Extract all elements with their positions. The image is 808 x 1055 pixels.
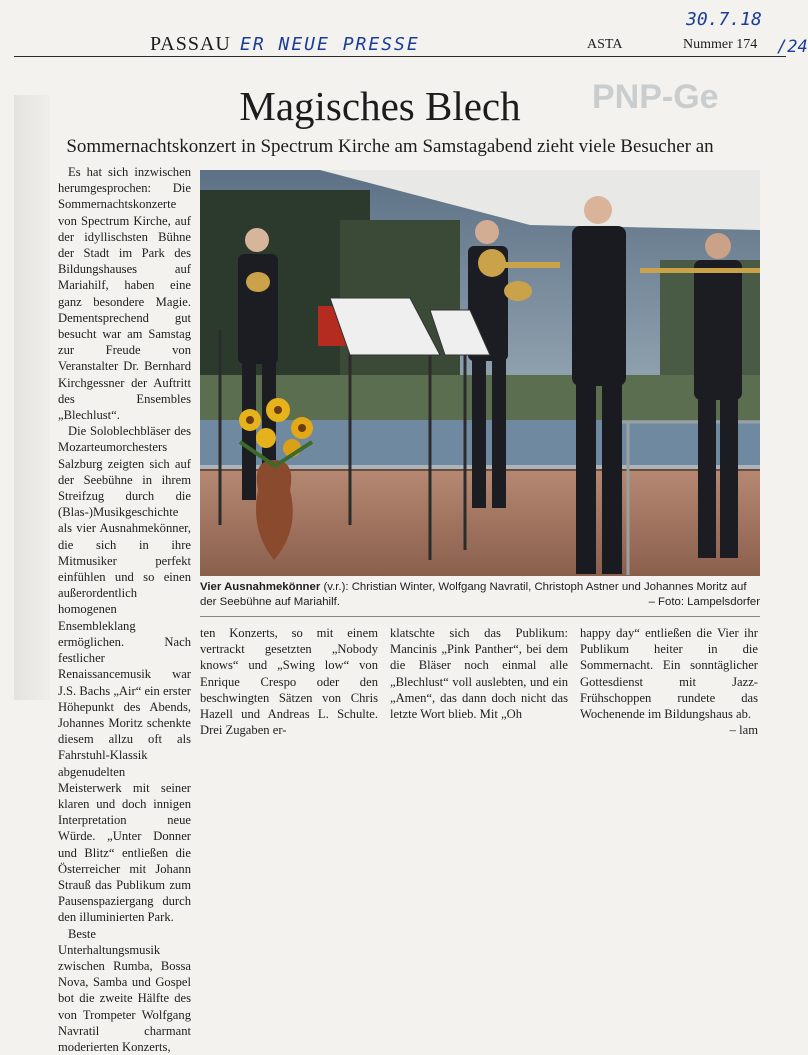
concert-photo xyxy=(200,170,760,576)
section-label: ASTA xyxy=(587,37,623,52)
newspaper-name: PASSAU xyxy=(150,33,231,55)
bleed-through-headline: PNP-Ge xyxy=(592,78,719,116)
issue-number: Nummer 174 xyxy=(683,37,758,52)
article-column-3: klatschte sich das Publikum: Mancinis „Pink Panther“, bei dem die Bläser noch einmal alle „Blechlust“ voll auslebten, und ein „Amen“, das dann doch nicht das letzte Wort blieb. Mit „Oh xyxy=(390,626,568,722)
article-headline: Magisches Blech xyxy=(239,83,521,129)
paragraph-2: Die Soloblechbläser des Mozarteumorchesters Salzburg zeigten sich auf der Seebühne in ihrem Streifzug durch die (Blas-)Musikgeschichte als vier Ausnahmekönner, die sich in ihre Mitmusiker perfekt einfühlen und so einen außerordentlich homogenen Ensembleklang ermöglichen. Nach festlicher Renaissancemusik war J.S. Bachs „Air“ ein erster Höhepunkt des Abends, Johannes Moritz schenkte diesem allzu oft als Fahrstuhl-Klassik abgenudelten Meisterwerk mit seiner klaren und doch innigen Interpretation neue Würde. „Unter Donner und Blitz“ entließen die Österreicher mit Johann Strauß das Publikum zum Pausenspaziergang durch den illuminierten Park. xyxy=(58,424,191,925)
caption-text: (v.r.): Christian Winter, Wolfgang Navratil, Christoph Astner und Johannes Moritz auf der Seebühne auf Mariahilf. xyxy=(200,581,747,608)
article-bottom-columns xyxy=(200,625,758,738)
column-4-text: happy day“ entließen die Vier ihr Publikum heiter in die Sommernacht. Ein sonntäglicher Gottesdienst mit Jazz-Frühschoppen rundete das Wochenende im Bildungshaus ab. xyxy=(580,626,758,722)
article-column-1 xyxy=(58,164,191,1055)
header-rule xyxy=(14,56,786,57)
handwritten-paper-name: ER NEUE PRESSE xyxy=(240,34,420,55)
article-column-4 xyxy=(580,625,758,738)
photo-caption xyxy=(200,580,760,610)
adjacent-page-shadow xyxy=(14,95,50,700)
paragraph-3: Beste Unterhaltungsmusik zwischen Rumba, Bossa Nova, Samba und Gospel bot die zweite Hälfte des von Trompeter Wolfgang Navratil charmant moderierten Konzerts, xyxy=(58,926,191,1054)
caption-divider xyxy=(200,616,760,617)
author-signature: – lam xyxy=(729,723,758,738)
paragraph-1: Es hat sich inzwischen herumgesprochen: Die Sommernachtskonzerte von Spectrum Kirche, auf der idyllischsten Bühne der Stadt im Park des Bildungshauses auf Mariahilf, haben eine ganz besondere Magie. Dementsprechend gut besucht war am Samstag zur Freude von Veranstalter Dr. Bernhard Kirchgessner der Auftritt des Ensembles „Blechlust“. xyxy=(58,165,191,423)
handwritten-page: /24 xyxy=(777,37,808,57)
article-column-2: ten Konzerts, so mit einem vertrackt gesetzten „Nobody knows“ und „Swing low“ von Enrique Crespo oder den beschwingten Sätzen von Chris Hazell und Andreas L. Schulte. Drei Zugaben er- xyxy=(200,626,378,738)
caption-lead: Vier Ausnahmekönner xyxy=(200,581,321,593)
handwritten-date: 30.7.18 xyxy=(686,9,762,30)
article-subheadline: Sommernachtskonzert in Spectrum Kirche am Samstagabend zieht viele Besucher an xyxy=(66,136,714,157)
photo-credit: – Foto: Lampelsdorfer xyxy=(648,596,760,608)
